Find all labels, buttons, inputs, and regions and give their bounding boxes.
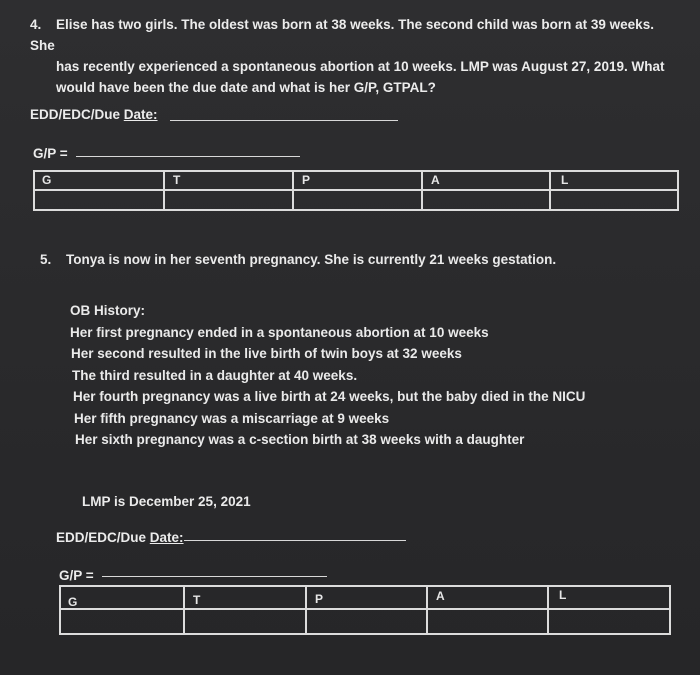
q5-answer-l[interactable]	[549, 610, 669, 633]
ob-history-item: Her fourth pregnancy was a live birth at 24 weeks, but the baby died in the NICU	[73, 389, 586, 404]
q5-gtpal-table	[59, 585, 671, 635]
q4-gp-blank[interactable]	[76, 156, 300, 157]
q5-gp-label: G/P =	[59, 568, 94, 583]
q5-lmp: LMP is December 25, 2021	[82, 494, 251, 509]
q5-cell-g[interactable]	[61, 587, 185, 608]
q4-answer-l[interactable]	[551, 191, 677, 210]
q5-header-a: A	[436, 589, 445, 603]
q5-cell-p[interactable]	[307, 587, 428, 608]
q4-gtpal-header-row	[35, 172, 677, 191]
q4-due-date-blank[interactable]	[170, 120, 398, 121]
q5-answer-t[interactable]	[185, 610, 307, 633]
q5-header-p: P	[315, 592, 324, 606]
q4-answer-g[interactable]	[35, 191, 165, 210]
q5-header-t: T	[193, 593, 201, 607]
q4-header-l: L	[561, 173, 569, 187]
q4-header-a: A	[431, 173, 440, 187]
q4-due-date-label	[30, 107, 158, 122]
ob-history-item: Her sixth pregnancy was a c-section birth at 38 weeks with a daughter	[75, 432, 525, 447]
q4-text-1: Elise has two girls. The oldest was born at 38 weeks. The second child was born at 39 weeks. She	[30, 17, 654, 53]
q4-header-t: T	[173, 173, 181, 187]
q4-cell-g[interactable]	[35, 172, 165, 189]
q4-number: 4.	[30, 17, 42, 32]
q5-answer-a[interactable]	[428, 610, 549, 633]
q5-cell-t[interactable]	[185, 587, 307, 608]
q4-gp-label: G/P =	[33, 146, 68, 161]
q4-answer-p[interactable]	[294, 191, 423, 210]
ob-history-item: Her second resulted in the live birth of twin boys at 32 weeks	[71, 346, 462, 361]
q5-header-g: G	[68, 595, 78, 609]
q5-text: Tonya is now in her seventh pregnancy. She is currently 21 weeks gestation.	[66, 252, 557, 267]
q5-number: 5.	[40, 252, 52, 267]
q5-due-date-label	[56, 530, 184, 545]
ob-history-item: Her fifth pregnancy was a miscarriage at 9 weeks	[74, 410, 390, 426]
q5-gtpal-answer-row	[61, 610, 669, 633]
q5-cell-a[interactable]	[428, 587, 549, 608]
question-4	[30, 14, 680, 98]
q4-gtpal-answer-row	[35, 191, 677, 210]
ob-history-title: OB History:	[70, 303, 146, 318]
q5-header-l: L	[559, 588, 567, 602]
q4-line-2: has recently experienced a spontaneous abortion at 10 weeks. LMP was August 27, 2019. What	[56, 59, 665, 74]
question-5	[40, 252, 556, 267]
q4-due-prefix: EDD/EDC/Due	[30, 107, 124, 122]
q5-due-date-blank[interactable]	[184, 540, 406, 541]
q5-gtpal-header-row	[61, 587, 669, 610]
q4-cell-t[interactable]	[165, 172, 294, 189]
q4-line-1	[30, 14, 680, 56]
q5-answer-g[interactable]	[61, 610, 185, 633]
q4-line-3: would have been the due date and what is her G/P, GTPAL?	[56, 80, 436, 95]
q4-answer-a[interactable]	[423, 191, 551, 210]
q5-due-prefix: EDD/EDC/Due	[56, 530, 150, 545]
q4-gtpal-table	[33, 170, 679, 211]
q4-cell-l[interactable]	[551, 172, 677, 189]
q5-gp-blank[interactable]	[102, 576, 327, 577]
q4-due-underlined: Date:	[123, 107, 158, 122]
ob-history-item: Her first pregnancy ended in a spontaneous abortion at 10 weeks	[70, 324, 489, 340]
q5-cell-l[interactable]	[549, 587, 669, 608]
q5-due-underlined: Date:	[149, 530, 184, 545]
ob-history	[70, 300, 585, 451]
q5-answer-p[interactable]	[307, 610, 428, 633]
q4-header-p: P	[302, 173, 311, 187]
q4-header-g: G	[42, 173, 52, 187]
ob-history-item: The third resulted in a daughter at 40 weeks.	[72, 367, 358, 383]
q4-cell-a[interactable]	[423, 172, 551, 189]
q4-answer-t[interactable]	[165, 191, 294, 210]
q4-cell-p[interactable]	[294, 172, 423, 189]
